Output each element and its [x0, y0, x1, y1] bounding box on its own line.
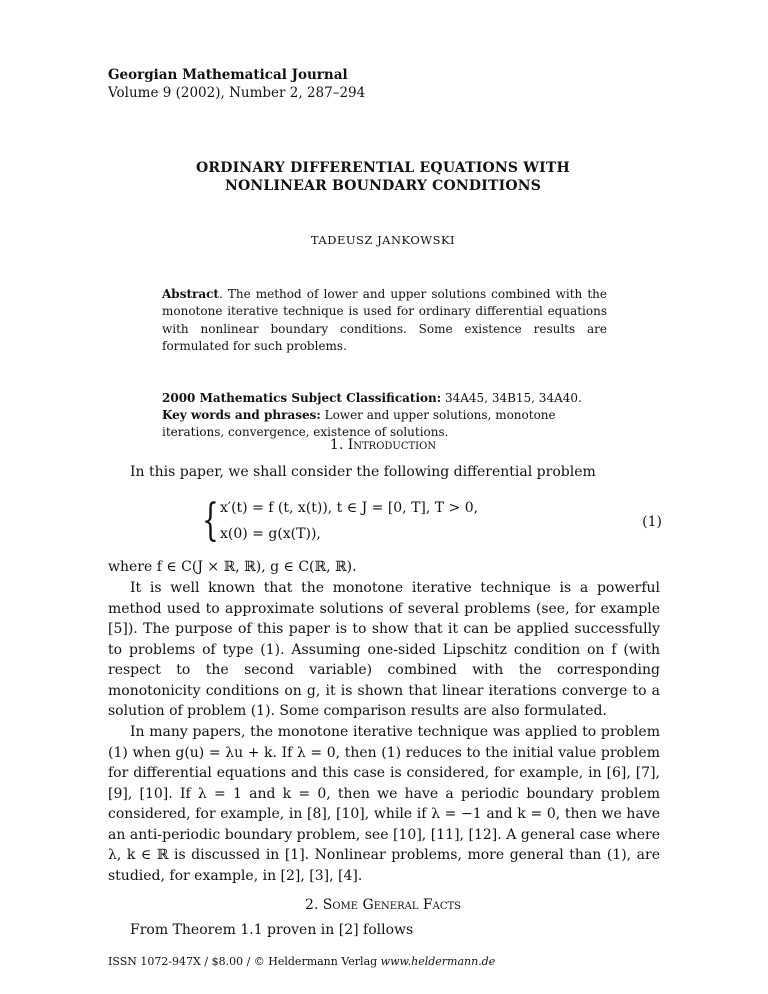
paragraph-3: In many papers, the monotone iterative technique was applied to problem (1) when g(u) = λu + k. If λ = 0, then (1) reduces to the initial value problem for differential equations and this case is considered, for example, in [6], [7], [9], [10]. If λ = 1 and k = 0, then we have a periodic boundary problem considered, for example, in [8], [10], while if λ = −1 and k = 0, then we have an anti-periodic boundary problem, see [10], [11], [12]. A general case where λ, k ∈ ℝ is discussed in [1]. Nonlinear problems, more general than (1), are studied, for example, in [2], [3], [4].: [108, 724, 660, 884]
msc-label: 2000 Mathematics Subject Classification:: [162, 391, 442, 405]
paragraph-2: It is well known that the monotone iterative technique is a powerful method used to approximate solutions of several problems (see, for example [5]). The purpose of this paper is to show that it can be applied successfully to problems of type (1). Assuming one-sided Lipschitz condition on f (with respect to the second variable) combined with the corresponding monotonicity conditions on g, it is shown that linear iterations converge to a solution of problem (1). Some comparison results are also formulated.: [108, 580, 660, 719]
keywords-label: Key words and phrases:: [162, 408, 321, 422]
equation-1: [202, 495, 662, 550]
abstract-label: Abstract: [162, 287, 219, 301]
keywords-value: Lower and upper solutions, monotone iterations, convergence, existence of solutions.: [162, 408, 556, 439]
equation-line-1: x′(t) = f (t, x(t)), t ∈ J = [0, T], T > 0,: [220, 500, 479, 516]
footer: [108, 955, 495, 968]
title-line-1: ORDINARY DIFFERENTIAL EQUATIONS WITH: [196, 160, 570, 176]
msc-line: [162, 390, 607, 407]
section-2-intro: From Theorem 1.1 proven in [2] follows: [130, 922, 414, 938]
msc-value: 34A45, 34B15, 34A40.: [441, 391, 582, 405]
journal-name: Georgian Mathematical Journal: [108, 67, 348, 83]
journal-header: [108, 66, 365, 102]
keywords-line: [162, 407, 607, 441]
journal-volume: Volume 9 (2002), Number 2, 287–294: [108, 85, 366, 101]
section-2-heading: 2. Some General Facts: [304, 897, 462, 913]
equation-number: (1): [642, 514, 662, 530]
abstract: [162, 286, 607, 355]
section-1-intro: In this paper, we shall consider the following differential problem: [130, 464, 596, 480]
footer-url: www.heldermann.de: [380, 955, 496, 968]
title-line-2: NONLINEAR BOUNDARY CONDITIONS: [224, 178, 542, 194]
abstract-text: . The method of lower and upper solutions combined with the monotone iterative technique is used for ordinary differential equations with nonlinear boundary conditions. Some existence results are formulated for such problems.: [162, 287, 607, 353]
author-name: TADEUSZ JANKOWSKI: [310, 233, 456, 247]
equation-brace: {: [202, 495, 219, 546]
equation-line-2: x(0) = g(x(T)),: [220, 526, 321, 542]
where-clause: where f ∈ C(J × ℝ, ℝ), g ∈ C(ℝ, ℝ).: [108, 559, 357, 575]
section-1-heading: 1. Introduction: [329, 437, 437, 453]
footer-issn: ISSN 1072-947X / $8.00 / © Heldermann Verlag: [108, 955, 381, 968]
paper-title: [108, 159, 658, 195]
classification-block: [162, 390, 607, 441]
